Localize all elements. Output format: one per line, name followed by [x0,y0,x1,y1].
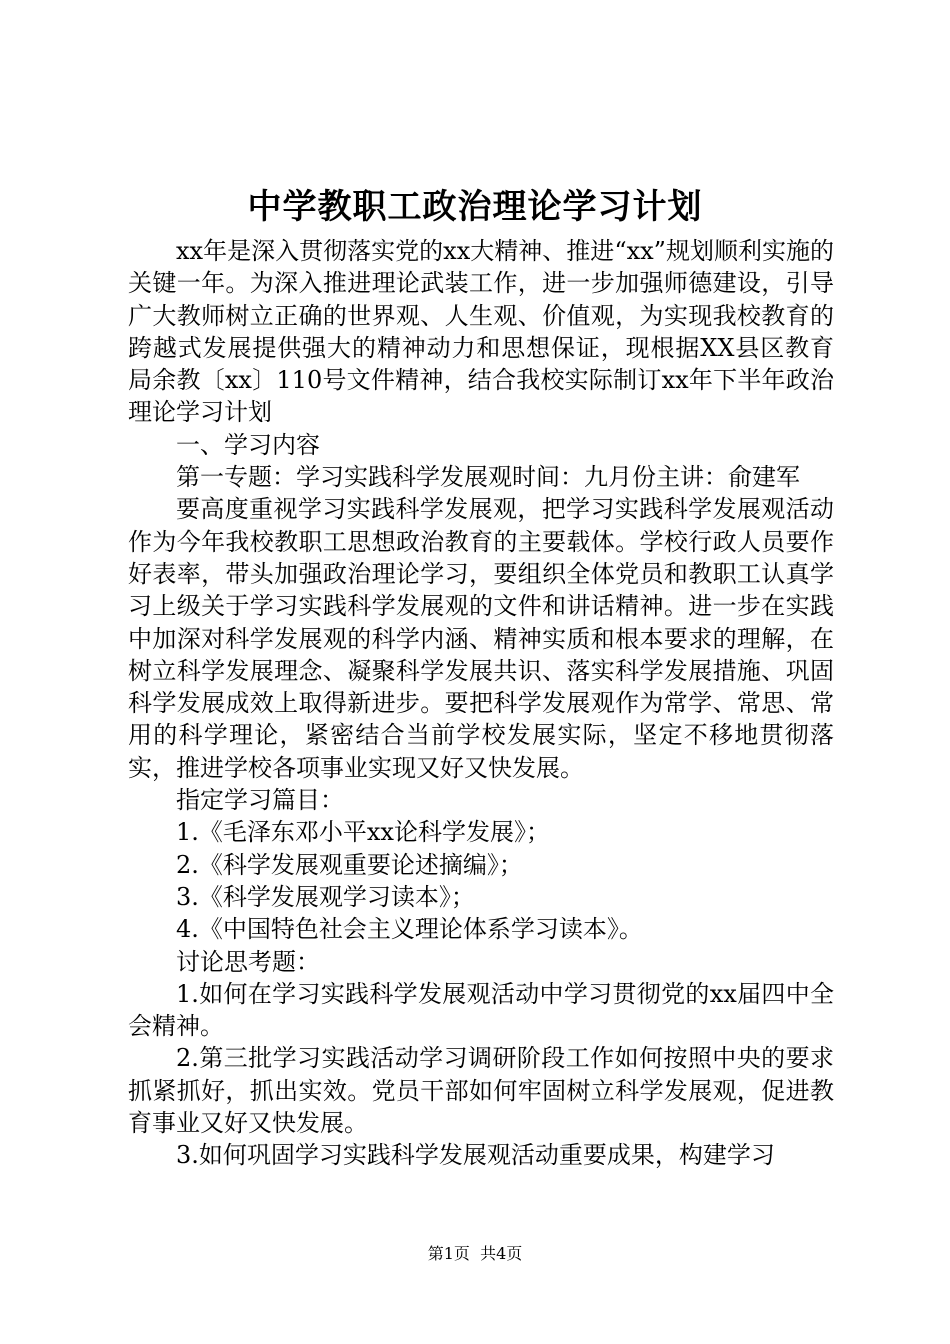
discussion-item: 1.如何在学习实践科学发展观活动中学习贯彻党的xx届四中全会精神。 [128,979,834,1041]
discussion-item: 3.如何巩固学习实践科学发展观活动重要成果，构建学习 [176,1141,775,1170]
paragraph-intro: xx年是深入贯彻落实党的xx大精神、推进“xx”规划顺利实施的关键一年。为深入推进理论武装工作，进一步加强师德建设，引导广大教师树立正确的世界观、人生观、价值观，为实现我校教育的跨越式发展提供强大的精神动力和思想保证，现根据XX县区教育局余教〔xx〕110号文件精神，结合我校实际制订xx年下半年政治理论学习计划 [128,237,834,427]
document-body [128,235,834,1172]
discussion-item: 2.第三批学习实践活动学习调研阶段工作如何按照中央的要求抓紧抓好，抓出实效。党员干部如何牢固树立科学发展观，促进教育事业又好又快发展。 [128,1044,834,1138]
list-item: 2.《科学发展观重要论述摘编》； [176,850,523,879]
list-item: 3.《科学发展观学习读本》； [176,882,475,911]
paragraph-reading-list-heading: 指定学习篇目： [176,786,344,815]
paragraph-discussion-heading: 讨论思考题： [176,947,320,976]
page-number: 第1页 共4页 [427,1244,523,1263]
section-heading-study-content: 一、学习内容 [176,430,320,459]
document-title: 中学教职工政治理论学习计划 [247,187,703,227]
page-footer [0,1243,950,1265]
list-item: 1.《毛泽东邓小平xx论科学发展》； [176,818,550,847]
paragraph-topic-one: 第一专题：学习实践科学发展观时间：九月份主讲：俞建军 [176,463,800,492]
paragraph-topic-one-body: 要高度重视学习实践科学发展观，把学习实践科学发展观活动作为今年我校教职工思想政治教育的主要载体。学校行政人员要作好表率，带头加强政治理论学习，要组织全体党员和教职工认真学习上级关于学习实践科学发展观的文件和讲话精神。进一步在实践中加深对科学发展观的科学内涵、精神实质和根本要求的理解，在树立科学发展理念、凝聚科学发展共识、落实科学发展措施、巩固科学发展成效上取得新进步。要把科学发展观作为常学、常思、常用的科学理论，紧密结合当前学校发展实际，坚定不移地贯彻落实，推进学校各项事业实现又好又快发展。 [128,495,834,782]
list-item: 4.《中国特色社会主义理论体系学习读本》。 [176,915,643,944]
